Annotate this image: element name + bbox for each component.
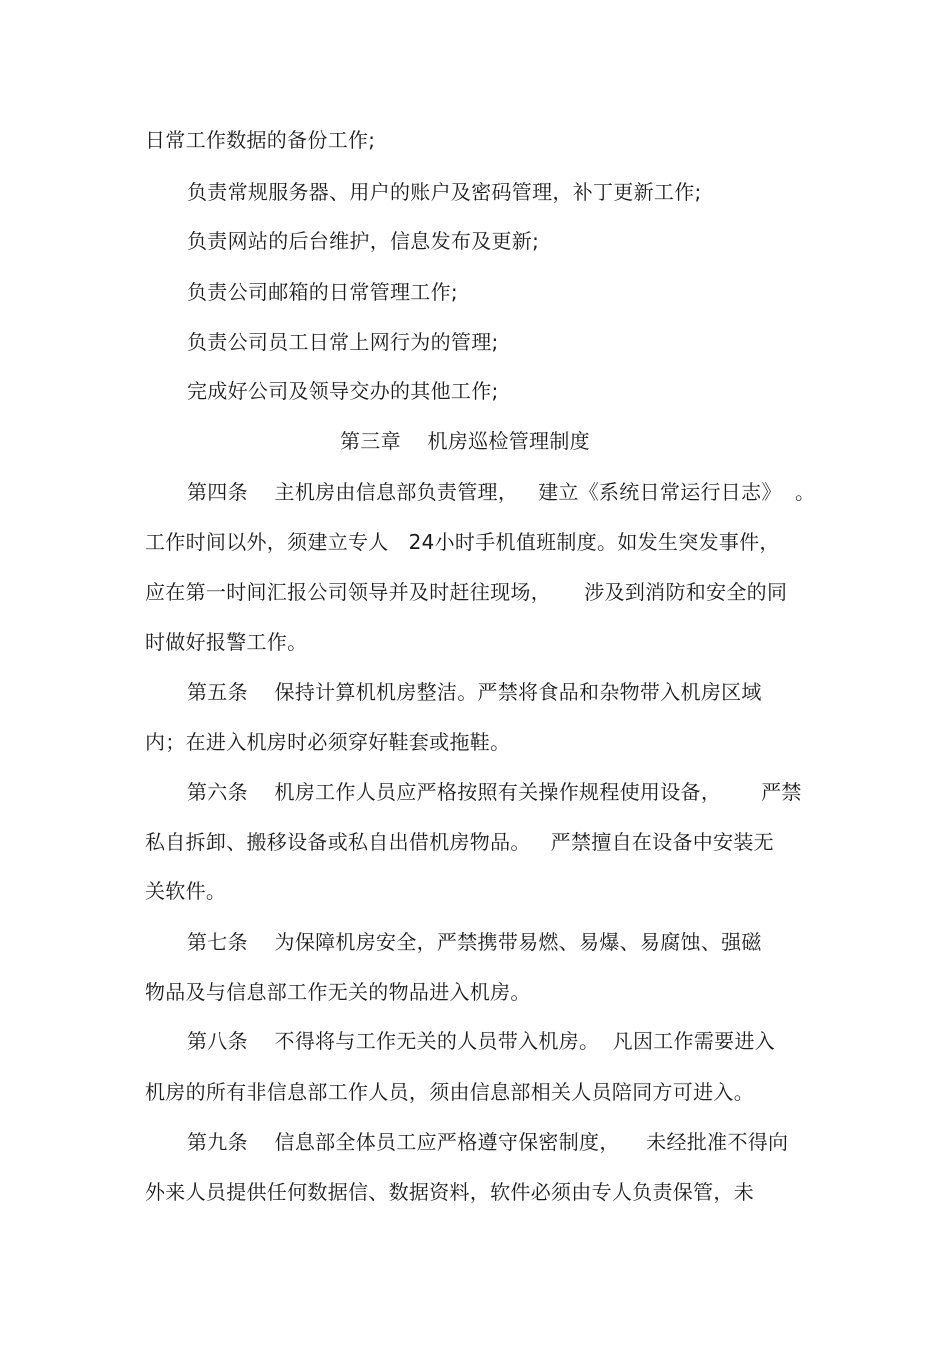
chapter-heading: 第三章 机房巡检管理制度 (340, 429, 590, 453)
text-line: 负责公司员工日常上网行为的管理; (187, 330, 499, 354)
text-line: 应在第一时间汇报公司领导并及时赶往现场， 涉及到消防和安全的同 (145, 580, 788, 604)
text-line: 工作时间以外，须建立专人 24小时手机值班制度。如发生突发事件， (145, 530, 780, 554)
text-line: 完成好公司及领导交办的其他工作; (187, 379, 499, 403)
text-line: 机房的所有非信息部工作人员，须由信息部相关人员陪同方可进入。 (145, 1080, 754, 1104)
text-line: 日常工作数据的备份工作; (145, 128, 376, 152)
text-line: 外来人员提供任何数据信、数据资料，软件必须由专人负责保管，未 (145, 1180, 754, 1204)
article-line: 第六条 机房工作人员应严格按照有关操作规程使用设备， 严禁 (187, 780, 802, 804)
article-line: 第七条 为保障机房安全，严禁携带易燃、易爆、易腐蚀、强磁 (187, 930, 762, 954)
text-line: 负责公司邮箱的日常管理工作; (187, 280, 458, 304)
article-line: 第八条 不得将与工作无关的人员带入机房。 凡因工作需要进入 (187, 1029, 776, 1053)
text-line: 私自拆卸、搬移设备或私自出借机房物品。 严禁擅自在设备中安装无 (145, 830, 774, 854)
text-line: 负责常规服务器、用户的账户及密码管理，补丁更新工作; (187, 180, 702, 204)
article-line: 第五条 保持计算机机房整洁。严禁将食品和杂物带入机房区域 (187, 680, 762, 704)
article-line: 第四条 主机房由信息部负责管理， 建立《系统日常运行日志》 。 (187, 480, 816, 504)
text-line: 关软件。 (145, 879, 227, 903)
text-line: 时做好报警工作。 (145, 630, 308, 654)
article-line: 第九条 信息部全体员工应严格遵守保密制度， 未经批准不得向 (187, 1130, 789, 1154)
text-line: 内；在进入机房时必须穿好鞋套或拖鞋。 (145, 730, 511, 754)
text-line: 物品及与信息部工作无关的物品进入机房。 (145, 980, 531, 1004)
text-line: 负责网站的后台维护，信息发布及更新; (187, 229, 540, 253)
